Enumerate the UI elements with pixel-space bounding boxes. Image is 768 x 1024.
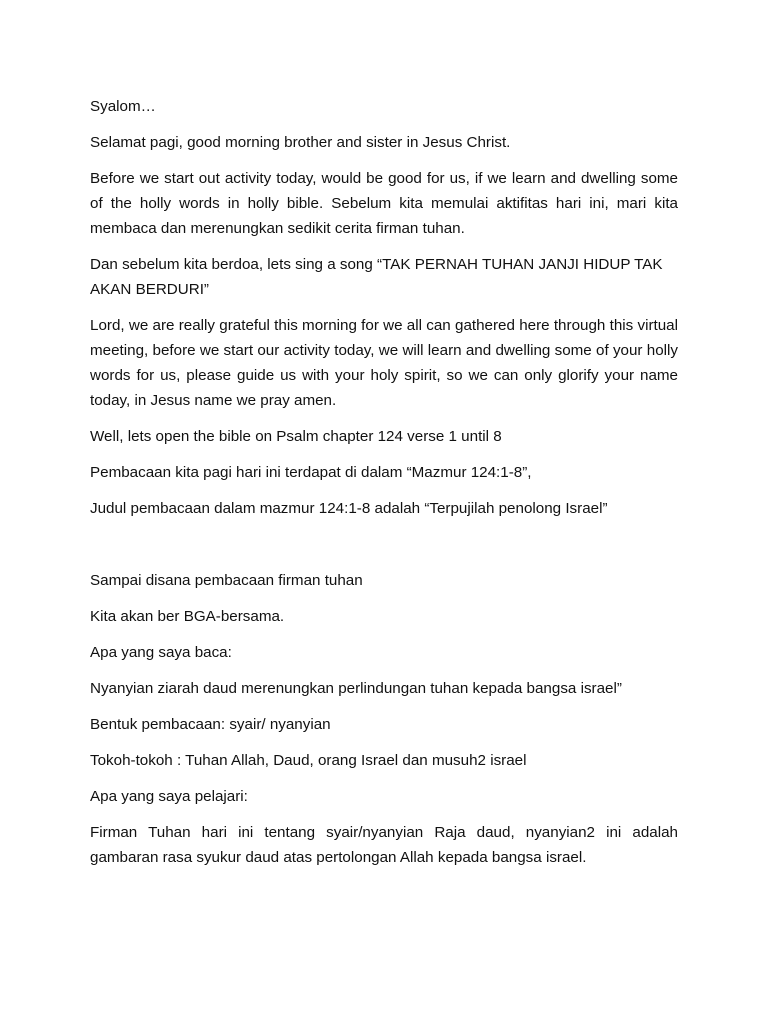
paragraph: Pembacaan kita pagi hari ini terdapat di dalam “Mazmur 124:1-8”,: [90, 464, 532, 481]
paragraph: Apa yang saya pelajari:: [90, 788, 248, 805]
paragraph: Before we start out activity today, would be good for us, if we learn and dwelling some of the holly words in holly bible. Sebelum kita memulai aktifitas hari ini, mari kita membaca dan merenungkan sedikit cerita firman tuhan.: [90, 170, 678, 237]
paragraph: Tokoh-tokoh : Tuhan Allah, Daud, orang Israel dan musuh2 israel: [90, 752, 527, 769]
paragraph: Firman Tuhan hari ini tentang syair/nyanyian Raja daud, nyanyian2 ini adalah gambaran rasa syukur daud atas pertolongan Allah kepada bangsa israel.: [90, 824, 678, 866]
paragraph: Judul pembacaan dalam mazmur 124:1-8 adalah “Terpujilah penolong Israel”: [90, 500, 608, 517]
blank-line-spacer: [90, 532, 678, 568]
document-body: [90, 94, 678, 881]
paragraph: Bentuk pembacaan: syair/ nyanyian: [90, 716, 331, 733]
paragraph: Selamat pagi, good morning brother and sister in Jesus Christ.: [90, 134, 511, 151]
reflection-section: [90, 568, 678, 870]
paragraph: Apa yang saya baca:: [90, 644, 232, 661]
paragraph: Nyanyian ziarah daud merenungkan perlindungan tuhan kepada bangsa israel”: [90, 680, 622, 697]
paragraph: Well, lets open the bible on Psalm chapter 124 verse 1 until 8: [90, 428, 502, 445]
opening-section: [90, 94, 678, 521]
paragraph: Dan sebelum kita berdoa, lets sing a song “TAK PERNAH TUHAN JANJI HIDUP TAK AKAN BERDURI”: [90, 256, 663, 298]
paragraph: Kita akan ber BGA-bersama.: [90, 608, 285, 625]
paragraph: Lord, we are really grateful this morning for we all can gathered here through this virtual meeting, before we start our activity today, we will learn and dwelling some of your holly words for us, please guide us with your holy spirit, so we can only glorify your name today, in Jesus name we pray amen.: [90, 317, 678, 409]
paragraph: Syalom…: [90, 98, 156, 115]
paragraph: Sampai disana pembacaan firman tuhan: [90, 572, 363, 589]
